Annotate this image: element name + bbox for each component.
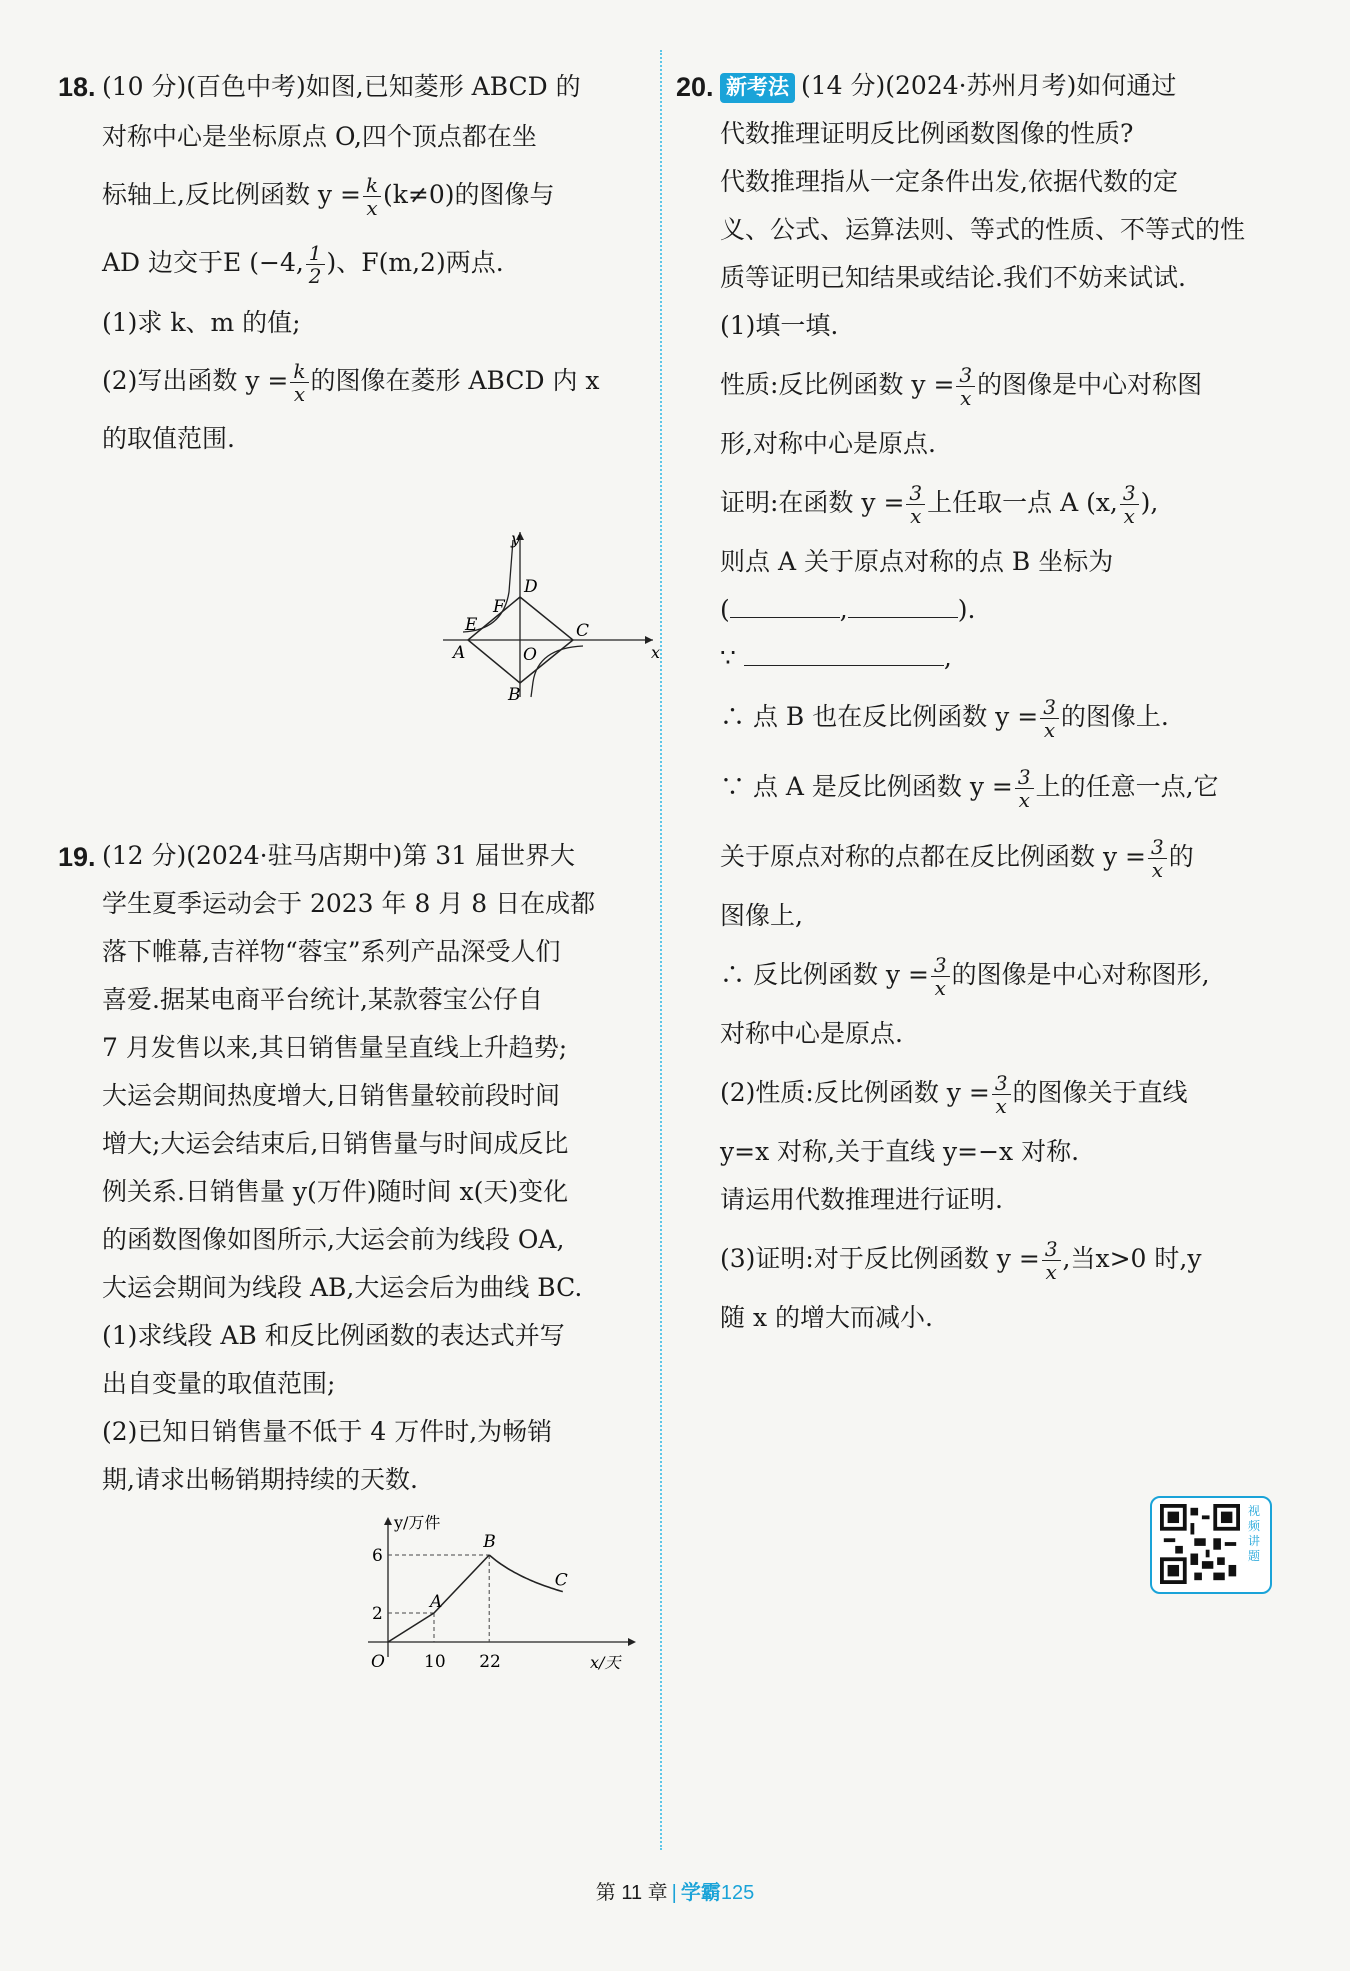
- q18-figure: [443, 532, 663, 702]
- question-number: 18.: [58, 72, 96, 102]
- q20-line: 关于原点对称的点都在反比例函数 y = $\frac{3}{x}$ 的: [720, 835, 1194, 882]
- fraction-3-over-x: $\frac{3}{x}$: [992, 1072, 1011, 1117]
- q20-line: ∴ 反比例函数 y = $\frac{3}{x}$ 的图像是中心对称图形,: [720, 953, 1210, 1000]
- q20-line: 形,对称中心是原点.: [720, 429, 936, 458]
- q18-sub2: (2)写出函数 y = $\frac{k}{x}$ 的图像在菱形 ABCD 内 x: [102, 359, 600, 406]
- brand-label: 学霸: [680, 1882, 721, 1904]
- q19-line: 大运会期间为线段 AB,大运会后为曲线 BC.: [102, 1273, 583, 1302]
- q19-line: 落下帷幕,吉祥物“蓉宝”系列产品深受人们: [102, 937, 561, 966]
- y-tick-label: 6: [372, 1546, 383, 1566]
- point-label-c: C: [554, 1570, 568, 1591]
- y-tick-label: 2: [372, 1604, 383, 1624]
- fraction-3-over-x: $\frac{3}{x}$: [1148, 836, 1167, 881]
- new-method-badge: 新考法: [720, 73, 795, 103]
- fraction-3-over-x: $\frac{3}{x}$: [931, 954, 950, 999]
- q18-line-4: AD 边交于E (−4, $\frac{1}{2}$ )、F(m,2)两点.: [102, 241, 504, 288]
- fraction-3-over-x: $\frac{3}{x}$: [1040, 696, 1059, 741]
- qr-label: 视频讲题: [1248, 1504, 1261, 1563]
- fraction-3-over-x: $\frac{3}{x}$: [1042, 1238, 1061, 1283]
- q20-line: y=x 对称,关于直线 y=−x 对称.: [720, 1137, 1080, 1166]
- page-number: 125: [720, 1882, 755, 1904]
- answer-blank-y[interactable]: [848, 591, 958, 618]
- q20-line: (1)填一填.: [720, 311, 839, 340]
- question-number: 20.: [676, 72, 714, 102]
- q20-line: 则点 A 关于原点对称的点 B 坐标为: [720, 547, 1114, 576]
- q20-prop1: 性质:反比例函数 y = $\frac{3}{x}$ 的图像是中心对称图: [720, 363, 1203, 410]
- q20-blank-line: ∵ ,: [720, 634, 1276, 682]
- fraction-3-over-x: $\frac{3}{x}$: [956, 364, 975, 409]
- fraction-k-over-x: $\frac{k}{x}$: [290, 360, 308, 405]
- q18-line-1: (10 分)(百色中考)如图,已知菱形 ABCD 的: [102, 72, 581, 101]
- column-divider: [660, 50, 662, 1850]
- fraction-3-over-x: $\frac{3}{x}$: [1120, 482, 1139, 527]
- label-a: A: [453, 643, 466, 663]
- q20-line: 对称中心是原点.: [720, 1019, 903, 1048]
- label-c: C: [576, 621, 590, 641]
- q20-line: 随 x 的增大而减小.: [720, 1303, 933, 1332]
- q19-line: (1)求线段 AB 和反比例函数的表达式并写: [102, 1321, 565, 1350]
- x-tick-label: 10: [424, 1652, 446, 1672]
- q18-line-2: 对称中心是坐标原点 O,四个顶点都在坐: [102, 122, 537, 151]
- label-d: D: [524, 577, 538, 597]
- question-number: 19.: [58, 842, 96, 872]
- q20-line: 代数推理证明反比例函数图像的性质?: [720, 119, 1134, 148]
- point-label-b: B: [483, 1532, 496, 1552]
- label-e: E: [465, 615, 478, 635]
- q19-line: 例关系.日销售量 y(万件)随时间 x(天)变化: [102, 1177, 569, 1206]
- page-footer: 第 11 章 | 学霸125: [595, 1882, 755, 1904]
- q18-sub2-cont: 的取值范围.: [102, 424, 235, 453]
- q19-line: 增大;大运会结束后,日销售量与时间成反比: [102, 1129, 569, 1158]
- q20-proof-start: 证明:在函数 y = $\frac{3}{x}$ 上任取一点 A (x, $\frac{3}{x}$ ),: [720, 481, 1159, 528]
- q18-line-3: 标轴上,反比例函数 y = $\frac{k}{x}$ (k≠0)的图像与: [102, 173, 555, 220]
- y-axis-arrow: [384, 1517, 392, 1525]
- question-18: [58, 62, 648, 464]
- q20-line: 质等证明已知结果或结论.我们不妨来试试.: [720, 263, 1186, 292]
- q18-sub1: (1)求 k、m 的值;: [102, 308, 301, 337]
- q20-line: 请运用代数推理进行证明.: [720, 1185, 1003, 1214]
- x-tick-label: 22: [479, 1652, 501, 1672]
- left-column: [58, 62, 661, 1672]
- fraction-one-half: $\frac{1}{2}$: [306, 242, 325, 287]
- q20-line: (2)性质:反比例函数 y = $\frac{3}{x}$ 的图像关于直线: [720, 1071, 1188, 1118]
- point-label-a: A: [430, 1592, 443, 1612]
- q19-line: 大运会期间热度增大,日销售量较前段时间: [102, 1081, 560, 1110]
- q20-line: 义、公式、运算法则、等式的性质、不等式的性: [720, 215, 1246, 244]
- question-19: [58, 832, 648, 1504]
- fraction-3-over-x: $\frac{3}{x}$: [906, 482, 925, 527]
- q20-line: 代数推理指从一定条件出发,依据代数的定: [720, 167, 1178, 196]
- q19-line: 的函数图像如图所示,大运会前为线段 OA,: [102, 1225, 565, 1254]
- fraction-3-over-x: $\frac{3}{x}$: [1015, 766, 1034, 811]
- qr-code-icon: [1160, 1504, 1240, 1584]
- q20-line: 图像上,: [720, 901, 803, 930]
- label-x: x: [651, 643, 661, 662]
- q20-line: ∴ 点 B 也在反比例函数 y = $\frac{3}{x}$ 的图像上.: [720, 695, 1169, 742]
- qr-code-box[interactable]: [1150, 1496, 1272, 1594]
- x-axis-arrow: [628, 1638, 636, 1646]
- q20-line: ∵ 点 A 是反比例函数 y = $\frac{3}{x}$ 上的任意一点,它: [720, 765, 1219, 812]
- q20-blank-line: ( , ).: [720, 586, 1276, 634]
- origin-label: O: [371, 1652, 385, 1672]
- label-y: y: [511, 532, 521, 548]
- q19-line: (12 分)(2024·驻马店期中)第 31 届世界大: [102, 841, 576, 870]
- y-axis-label: y/万件: [394, 1513, 441, 1532]
- x-axis-label: x/天: [590, 1653, 621, 1672]
- right-column: [676, 62, 1276, 1342]
- question-20: [676, 62, 1276, 1342]
- curve-bc: [489, 1555, 563, 1592]
- q19-chart: [358, 1512, 648, 1672]
- segment-oa: [388, 1613, 434, 1642]
- q19-line: 7 月发售以来,其日销售量呈直线上升趋势;: [102, 1033, 568, 1062]
- fraction-k-over-x: $\frac{k}{x}$: [363, 174, 381, 219]
- q19-line: 喜爱.据某电商平台统计,某款蓉宝公仔自: [102, 985, 543, 1014]
- label-o: O: [523, 645, 537, 665]
- answer-blank-reason[interactable]: [744, 639, 944, 666]
- answer-blank-x[interactable]: [730, 591, 840, 618]
- q19-line: (2)已知日销售量不低于 4 万件时,为畅销: [102, 1417, 553, 1446]
- label-f: F: [493, 597, 505, 617]
- label-b: B: [508, 685, 521, 702]
- q20-line-1: 新考法 (14 分)(2024·苏州月考)如何通过: [720, 62, 1276, 110]
- q20-line: (3)证明:对于反比例函数 y = $\frac{3}{x}$ ,当x>0 时,y: [720, 1237, 1202, 1284]
- q19-line: 出自变量的取值范围;: [102, 1369, 336, 1398]
- chapter-label: 第 11 章: [595, 1882, 668, 1904]
- q19-line: 学生夏季运动会于 2023 年 8 月 8 日在成都: [102, 889, 596, 918]
- q19-line: 期,请求出畅销期持续的天数.: [102, 1465, 418, 1494]
